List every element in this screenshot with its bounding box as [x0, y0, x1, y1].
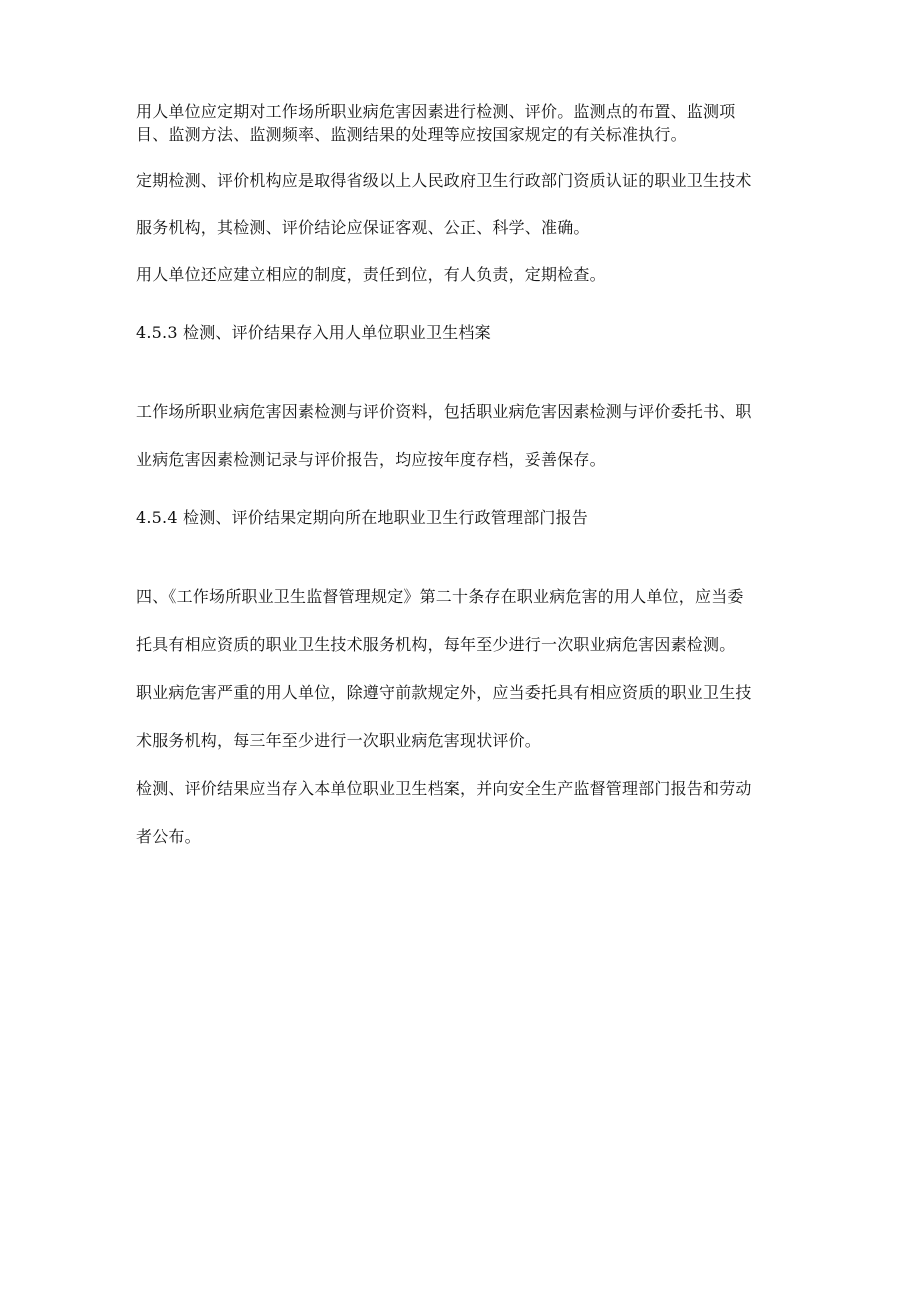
- paragraph-line: 用人单位还应建立相应的制度，责任到位，有人负责，定期检查。: [136, 265, 606, 284]
- section-heading-4-5-3: 4.5.3 检测、评价结果存入用人单位职业卫生档案: [136, 323, 491, 342]
- paragraph-line: 检测、评价结果应当存入本单位职业卫生档案，并向安全生产监督管理部门报告和劳动: [136, 779, 752, 798]
- paragraph-line: 托具有相应资质的职业卫生技术服务机构，每年至少进行一次职业病危害因素检测。: [136, 635, 736, 654]
- paragraph-line: 者公布。: [136, 827, 201, 846]
- paragraph-line: 职业病危害严重的用人单位，除遵守前款规定外，应当委托具有相应资质的职业卫生技: [136, 683, 752, 702]
- paragraph-line: 工作场所职业病危害因素检测与评价资料，包括职业病危害因素检测与评价委托书、职: [136, 402, 752, 421]
- paragraph-line: 用人单位应定期对工作场所职业病危害因素进行检测、评价。监测点的布置、监测项: [136, 102, 736, 121]
- paragraph-line: 服务机构，其检测、评价结论应保证客观、公正、科学、准确。: [136, 218, 590, 237]
- paragraph-line: 四、《工作场所职业卫生监督管理规定》第二十条存在职业病危害的用人单位，应当委: [136, 587, 744, 606]
- section-heading-4-5-4: 4.5.4 检测、评价结果定期向所在地职业卫生行政管理部门报告: [136, 508, 588, 527]
- paragraph-line: 术服务机构，每三年至少进行一次职业病危害现状评价。: [136, 731, 542, 750]
- paragraph-line: 定期检测、评价机构应是取得省级以上人民政府卫生行政部门资质认证的职业卫生技术: [136, 171, 752, 190]
- paragraph-line: 目、监测方法、监测频率、监测结果的处理等应按国家规定的有关标准执行。: [136, 125, 687, 144]
- paragraph-line: 业病危害因素检测记录与评价报告，均应按年度存档，妥善保存。: [136, 450, 606, 469]
